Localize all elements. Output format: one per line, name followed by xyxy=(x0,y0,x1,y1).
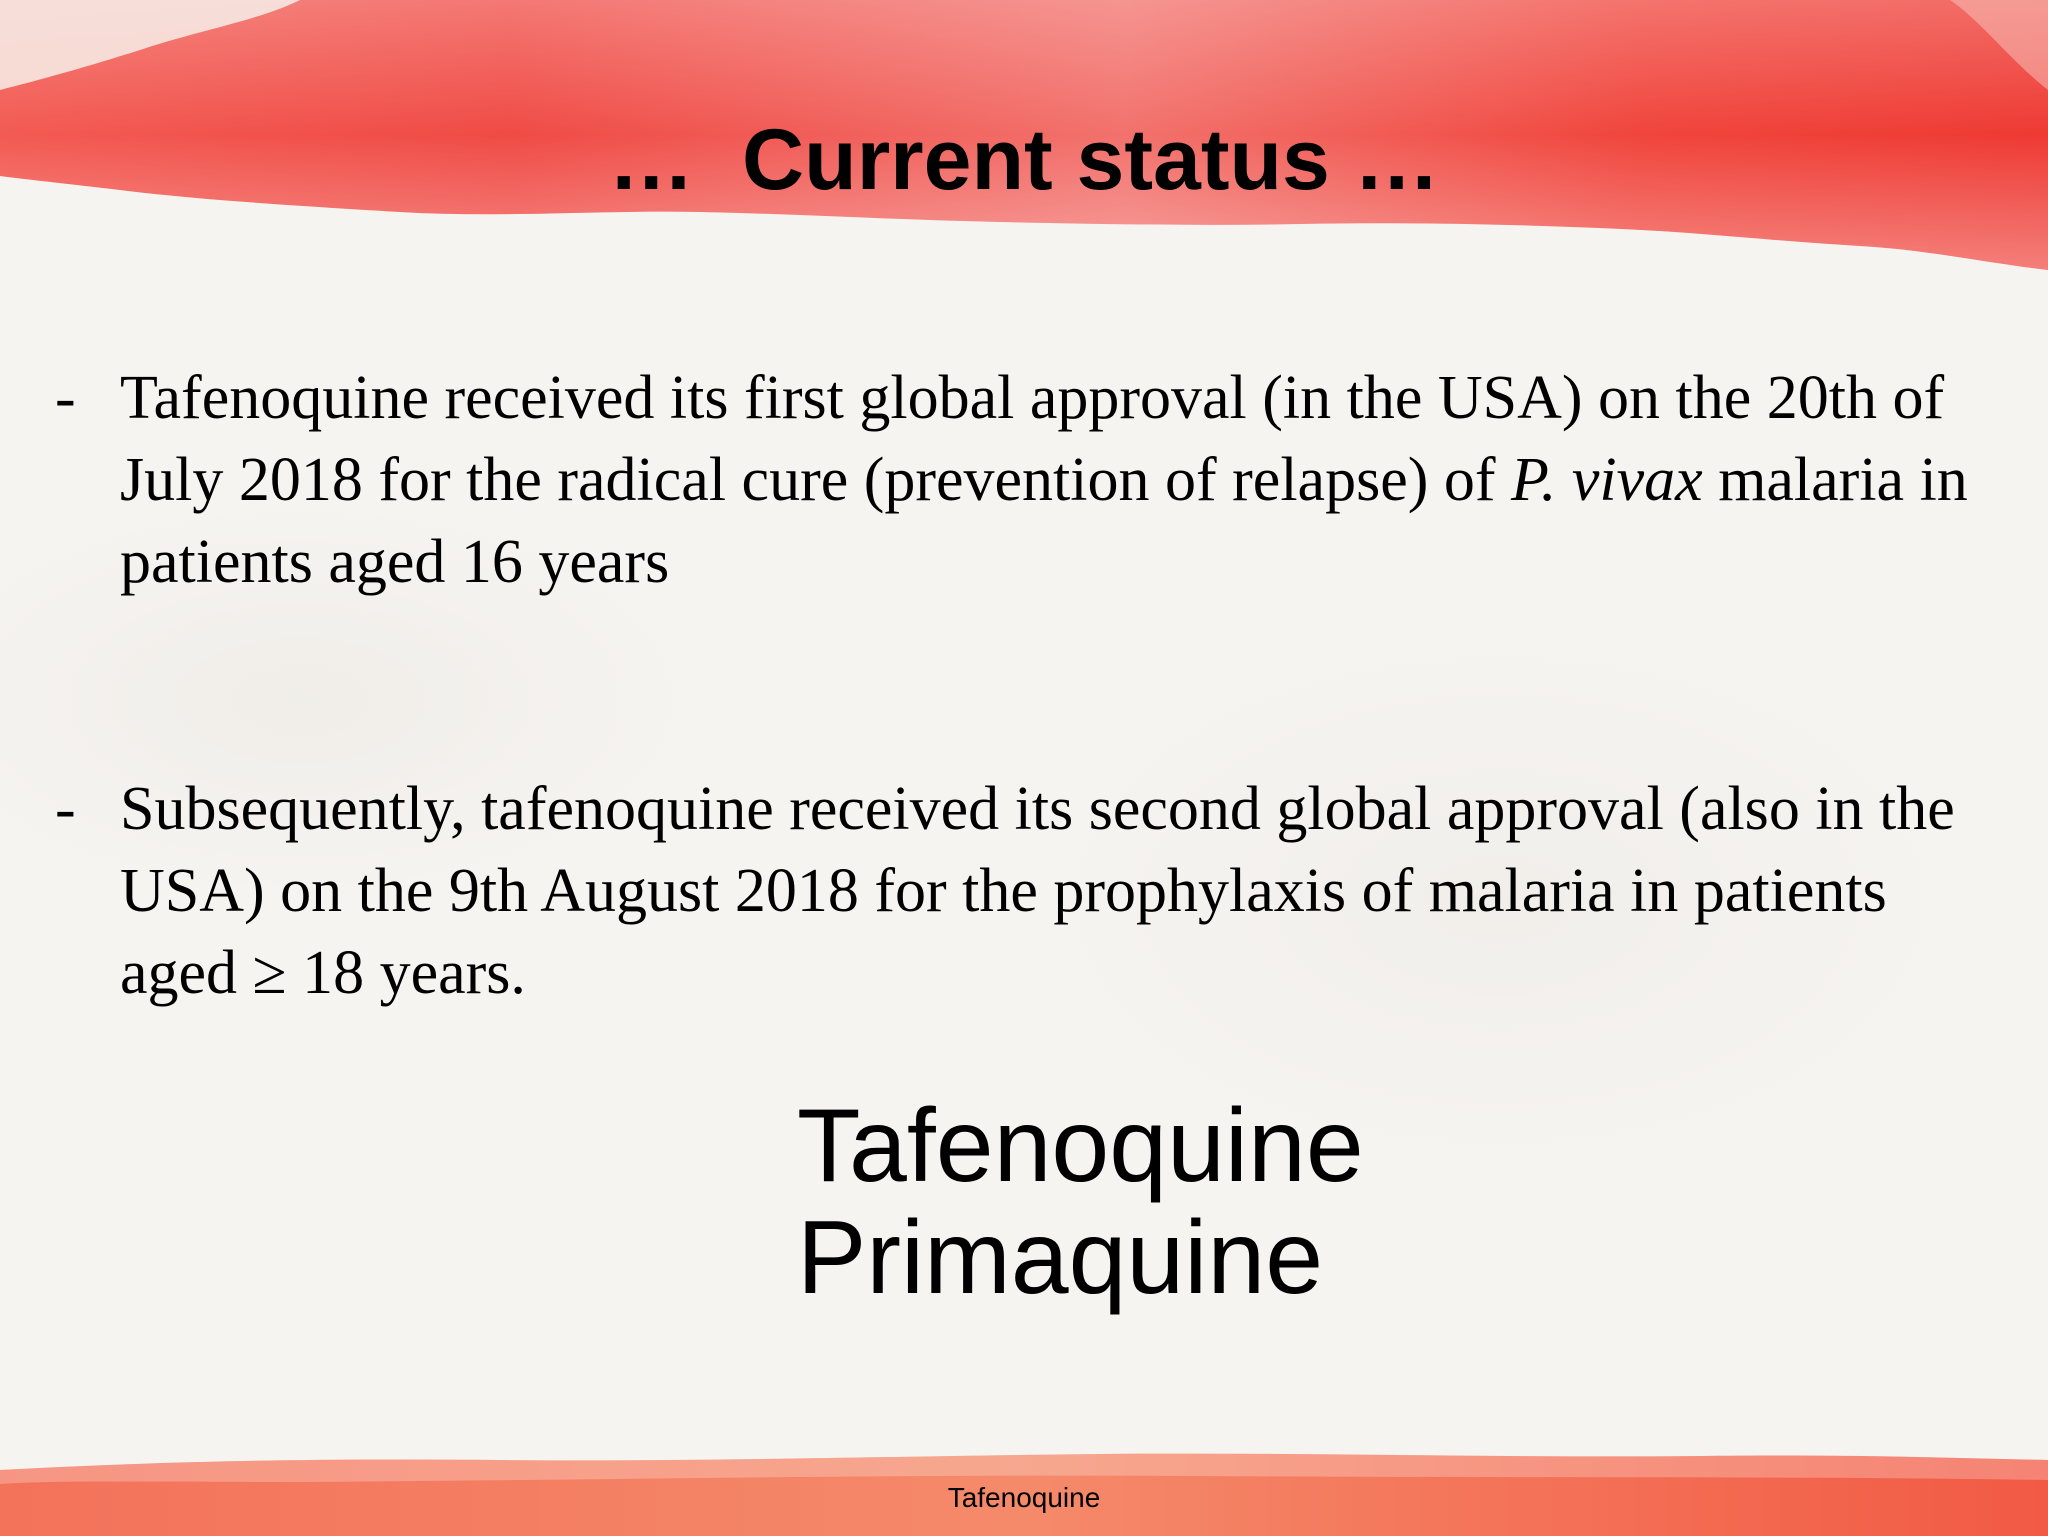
slide-footer: Tafenoquine xyxy=(947,1482,1101,1513)
bullet-item xyxy=(55,768,2015,1014)
species-name: P. vivax xyxy=(1511,446,1703,514)
bullet-marker: - xyxy=(55,775,76,843)
bullet-text: Subsequently, tafenoquine received its second global approval (also in the USA) on the 9th August 2018 for the prophylaxis of malaria in patients aged ≥ 18 years. xyxy=(120,775,1955,1007)
bullet-marker: - xyxy=(55,364,76,432)
drug-names xyxy=(797,1090,1364,1314)
slide-title: … Current status … xyxy=(608,112,1440,208)
bullet-text xyxy=(120,357,2015,603)
bullet-item xyxy=(55,357,2015,603)
bullet-text-part: Tafenoquine received its first global approval (in the USA) on the 20th of July 2018 for the radical cure (prevention of relapse) of xyxy=(120,364,1945,514)
bullet-text-part: malaria in patients aged 16 years xyxy=(120,446,1968,596)
drug-name-tafenoquine: Tafenoquine xyxy=(797,1088,1364,1204)
drug-name-primaquine: Primaquine xyxy=(797,1200,1324,1316)
